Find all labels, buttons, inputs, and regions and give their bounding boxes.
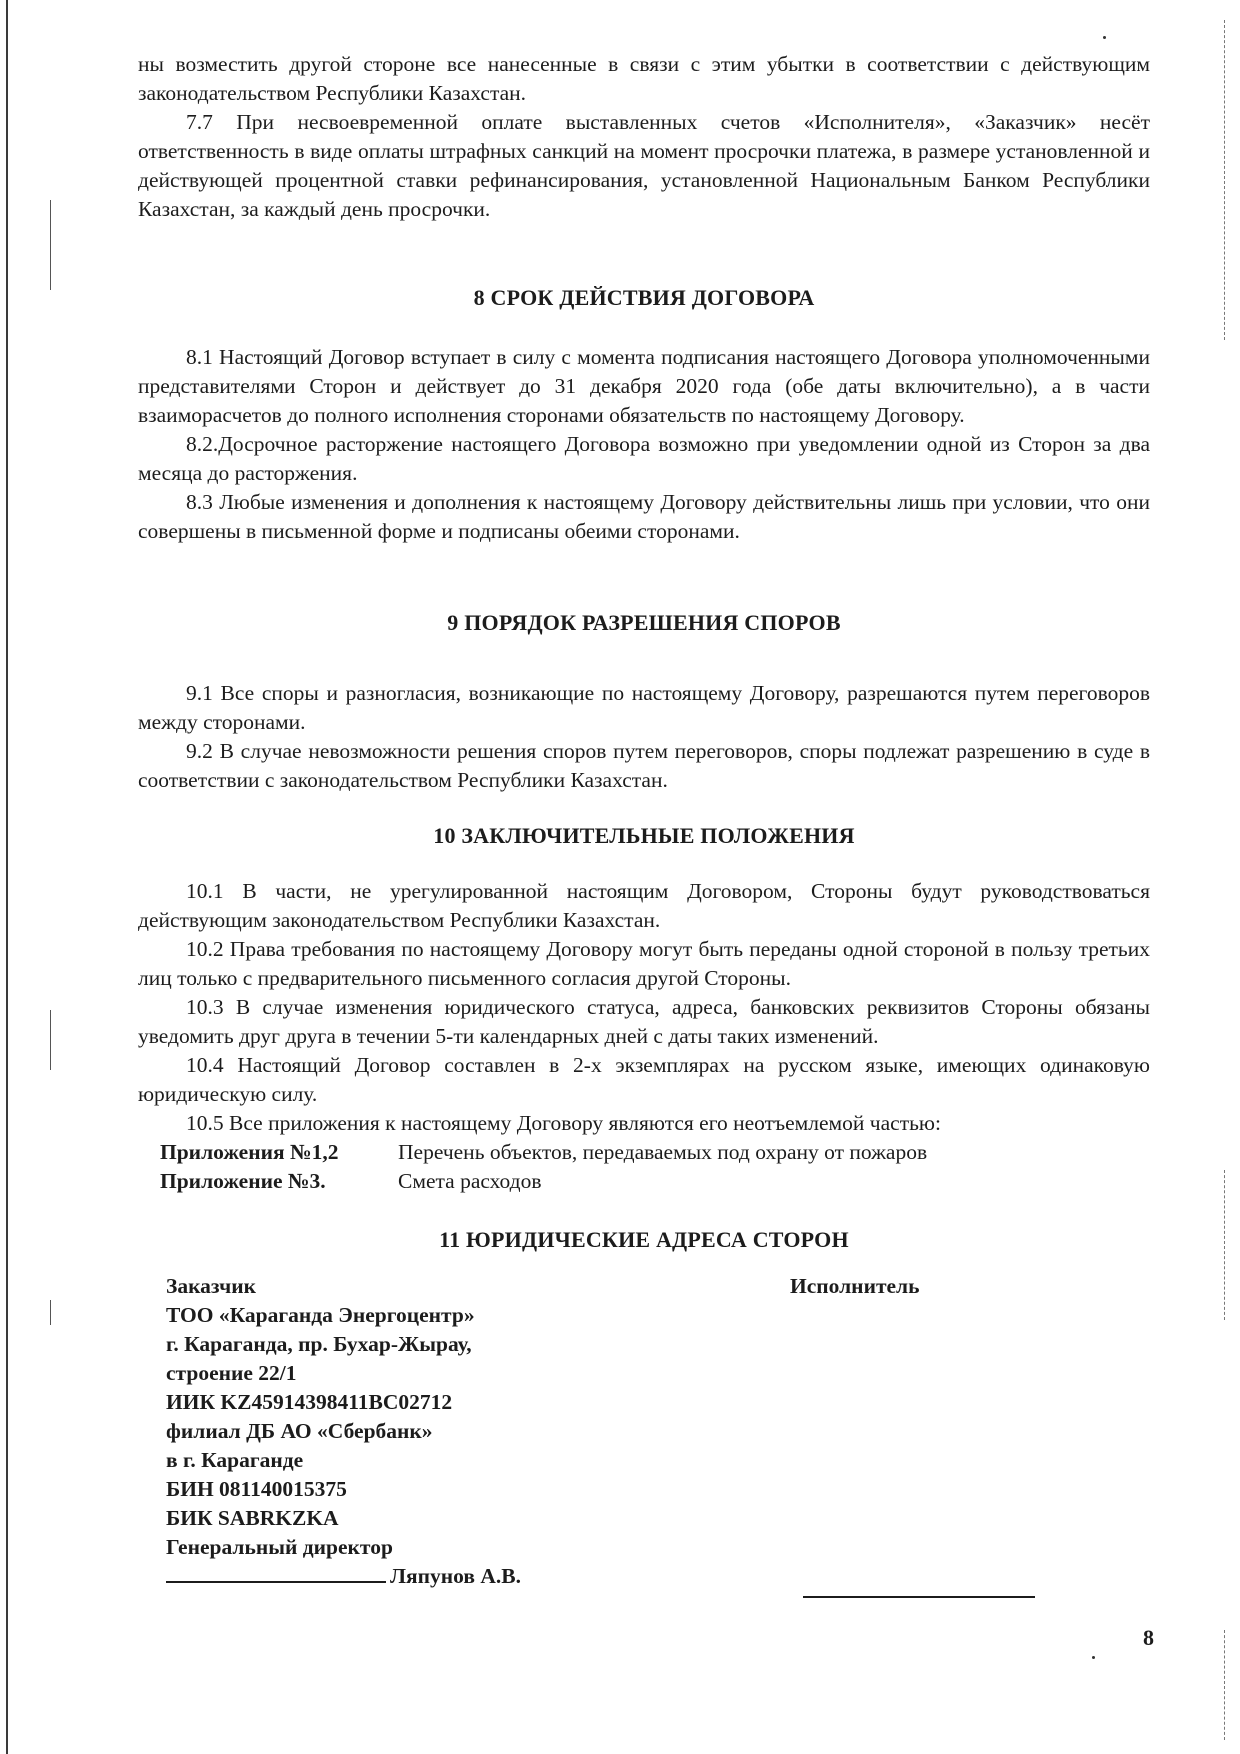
customer-bank-line1: филиал ДБ АО «Сбербанк» [166,1419,433,1443]
contractor-role: Исполнитель [790,1274,920,1298]
paragraph-10-3: 10.3 В случае изменения юридического статуса, адреса, банковских реквизитов Стороны обязаны уведомить друг друга в течении 5-ти календарных дней с даты таких изменений. [138,995,1150,1048]
section-11-heading: 11 ЮРИДИЧЕСКИЕ АДРЕСА СТОРОН [439,1227,849,1252]
appendix-text: Перечень объектов, передаваемых под охрану от пожаров [398,1140,928,1164]
scan-artifact-line [50,1010,51,1070]
appendix-row [160,1167,1160,1196]
scan-artifact-line [50,200,51,290]
top-text-block [138,50,1150,224]
binding-edge [6,0,8,1754]
section-8-heading: 8 СРОК ДЕЙСТВИЯ ДОГОВОРА [473,285,815,310]
paragraph-10-1: 10.1 В части, не урегулированной настоящим Договором, Стороны будут руководствоваться действующим законодательством Республики Казахстан. [138,879,1150,932]
customer-position: Генеральный директор [166,1535,393,1559]
scan-artifact-dots [1224,20,1226,340]
appendix-row [160,1138,1160,1167]
appendix-label: Приложения №1,2 [160,1140,339,1164]
customer-address-line2: строение 22/1 [166,1361,297,1385]
page-number: 8 [1143,1625,1154,1650]
scan-artifact-dots [1224,1630,1226,1740]
section-10-body [138,877,1150,1138]
contractor-signature-line [803,1596,1035,1598]
customer-address-line1: г. Караганда, пр. Бухар-Жырау, [166,1332,472,1356]
paragraph-10-4: 10.4 Настоящий Договор составлен в 2-х экземплярах на русском языке, имеющих одинаковую юридическую силу. [138,1053,1150,1106]
paragraph-10-5: 10.5 Все приложения к настоящему Договору являются его неотъемлемой частью: [186,1111,941,1135]
paragraph-9-1: 9.1 Все споры и разногласия, возникающие по настоящему Договору, разрешаются путем переговоров между сторонами. [138,681,1150,734]
paragraph-10-2: 10.2 Права требования по настоящему Договору могут быть переданы одной стороной в пользу третьих лиц только с предварительного письменного согласия другой Стороны. [138,937,1150,990]
paragraph-9-2: 9.2 В случае невозможности решения споров путем переговоров, споры подлежат разрешению в суде в соответствии с законодательством Республики Казахстан. [138,739,1150,792]
customer-bik: БИК SABRKZKA [166,1506,339,1530]
customer-signature-row [166,1562,521,1591]
paragraph-continuation: ны возместить другой стороне все нанесенные в связи с этим убытки в соответствии с действующим законодательством Республики Казахстан. [138,52,1150,105]
customer-role: Заказчик [166,1274,257,1298]
signature-line [166,1563,386,1583]
section-9-heading: 9 ПОРЯДОК РАЗРЕШЕНИЯ СПОРОВ [447,610,841,635]
section-9-body [138,679,1150,795]
appendix-label: Приложение №3. [160,1169,326,1193]
customer-iik: ИИК KZ45914398411BC02712 [166,1390,453,1414]
paragraph-8-3: 8.3 Любые изменения и дополнения к настоящему Договору действительны лишь при условии, что они совершены в письменной форме и подписаны обеими сторонами. [138,490,1150,543]
appendix-text: Смета расходов [398,1169,542,1193]
scan-speck [1103,36,1106,39]
customer-bank-line2: в г. Караганде [166,1448,304,1472]
section-10-heading: 10 ЗАКЛЮЧИТЕЛЬНЫЕ ПОЛОЖЕНИЯ [433,823,855,848]
scan-artifact-line [50,1300,51,1325]
scan-speck [1092,1656,1095,1659]
customer-name: ТОО «Караганда Энергоцентр» [166,1303,475,1327]
customer-signatory: Ляпунов А.В. [390,1564,521,1588]
customer-details [166,1272,521,1591]
contractor-details [790,1272,920,1301]
paragraph-8-1: 8.1 Настоящий Договор вступает в силу с момента подписания настоящего Договора уполномоченными представителями Сторон и действует до 31 декабря 2020 года (обе даты включительно), а в части взаиморасчетов до полного исполнения сторонами обязательств по настоящему Договору. [138,345,1150,427]
appendix-list [160,1138,1160,1196]
paragraph-7-7: 7.7 При несвоевременной оплате выставленных счетов «Исполнителя», «Заказчик» несёт ответственность в виде оплаты штрафных санкций на момент просрочки платежа, в размере установленной и действующей процентной ставки рефинансирования, установленной Национальным Банком Республики Казахстан, за каждый день просрочки. [138,110,1150,221]
customer-bin: БИН 081140015375 [166,1477,347,1501]
section-8-body [138,343,1150,546]
paragraph-8-2: 8.2.Досрочное расторжение настоящего Договора возможно при уведомлении одной из Сторон за два месяца до расторжения. [138,432,1150,485]
scan-artifact-dots [1224,1170,1226,1320]
